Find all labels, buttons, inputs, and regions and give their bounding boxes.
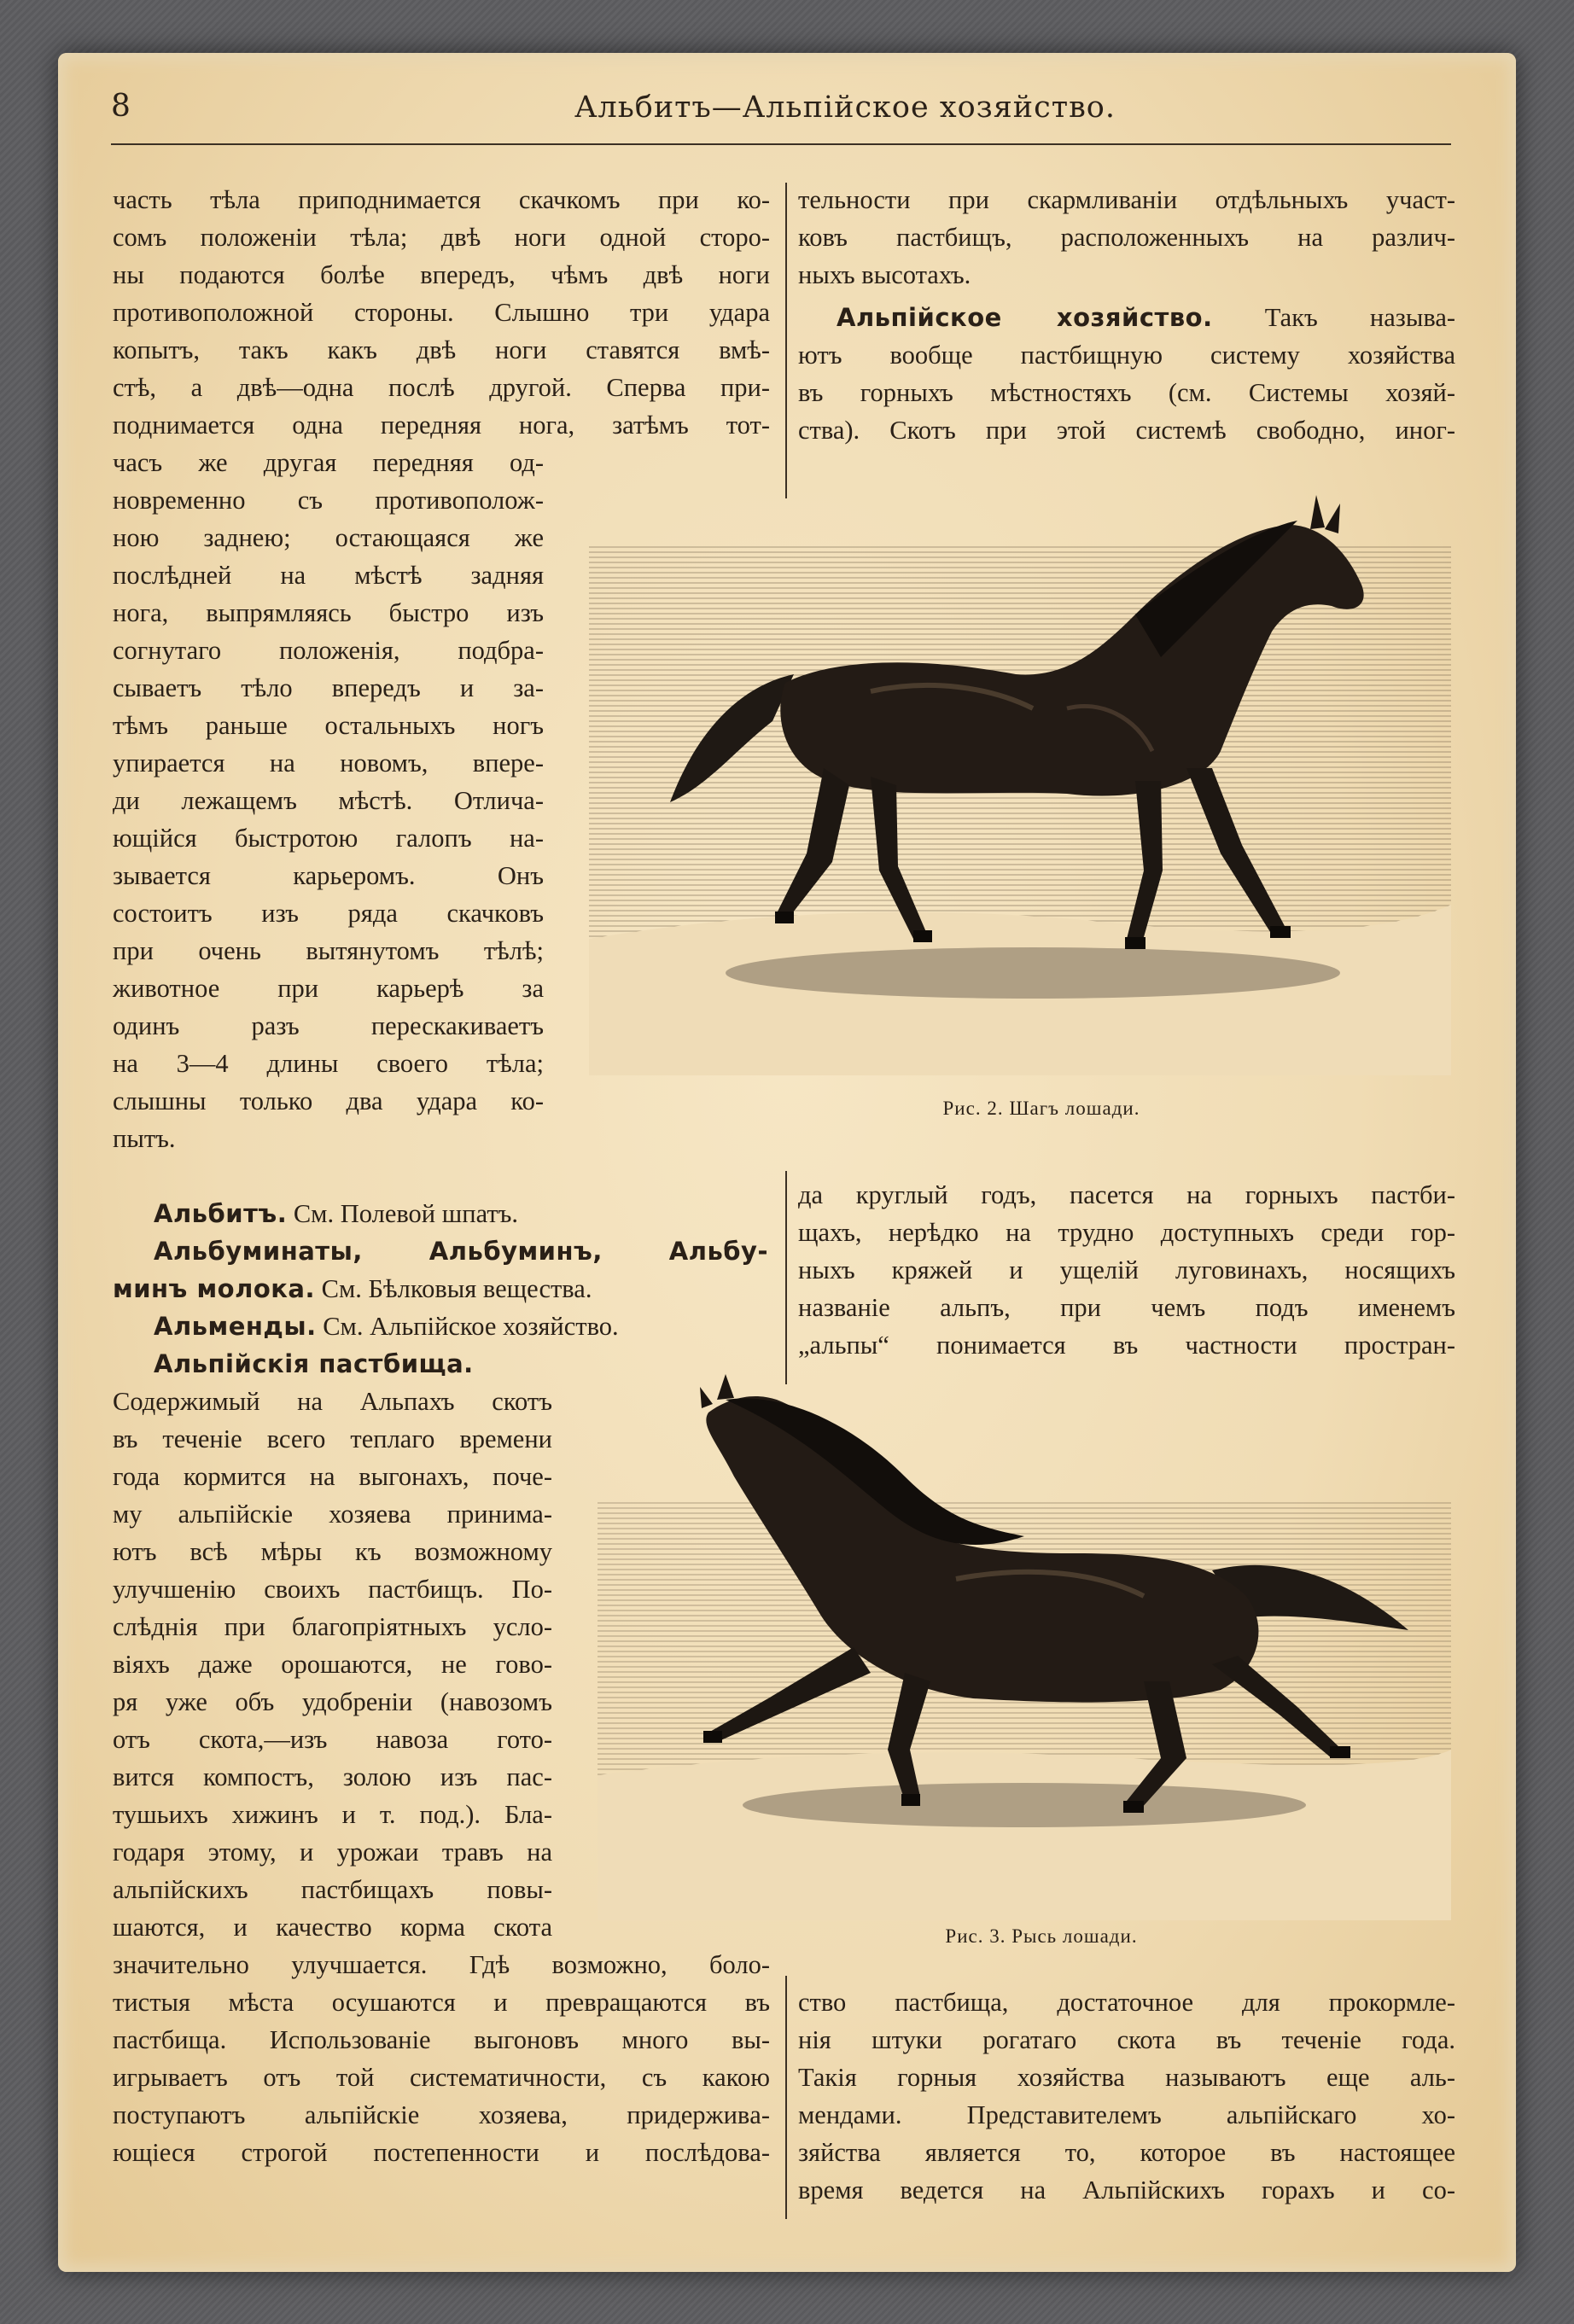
running-head: Альбитъ—Альпійское хозяйство. — [574, 90, 1116, 125]
text-line: ютъ вообще пастбищную систему хозяйства — [798, 341, 1455, 370]
entry-head: Альменды. — [154, 1312, 317, 1341]
text-line: ною заднею; остающаяся же — [113, 523, 544, 552]
text-line: упирается на новомъ, впере- — [113, 748, 544, 778]
text-line: при очень вытянутомъ тѣлѣ; — [113, 936, 544, 965]
text-line: поступаютъ альпійскіе хозяева, придерживa- — [113, 2100, 770, 2129]
entry-text: См. Полевой шпатъ. — [293, 1199, 519, 1228]
text-line: ютъ всѣ мѣры къ возможному — [113, 1537, 552, 1566]
text-line: противоположной стороны. Слышно три удара — [113, 298, 770, 327]
entry-text: Такъ называ- — [1264, 303, 1456, 332]
figure-horse-trot — [598, 1374, 1451, 1920]
text-line: новременно съ противополож- — [113, 486, 544, 515]
figure-2-caption: Рис. 2. Шагъ лошади. — [942, 1098, 1140, 1119]
text-line: ныхъ высотахъ. — [798, 260, 971, 289]
text-line: сомъ положеніи тѣла; двѣ ноги одной сторо- — [113, 223, 770, 252]
text-line: Такія горныя хозяйства называютъ еще аль- — [798, 2063, 1455, 2092]
entry-albuminaty-cont — [113, 1270, 770, 1308]
entry-alp-past — [154, 1345, 598, 1383]
text-line: улучшенію своихъ пастбищъ. По- — [113, 1575, 552, 1604]
text-line: слышны только два удара ко- — [113, 1086, 544, 1115]
text-line: слѣднія при благопріятныхъ усло- — [113, 1612, 552, 1641]
text-line: зяйства является то, которое въ настоящее — [798, 2138, 1455, 2167]
text-line: „альпы“ понимается въ частности простран- — [798, 1331, 1455, 1360]
column-rule-bottom — [785, 1976, 787, 2219]
text-line: му альпійскіе хозяева принима- — [113, 1500, 552, 1529]
text-line: зывается карьеромъ. Онъ — [113, 861, 544, 890]
text-line: годаря этому, и урожаи травъ на — [113, 1838, 552, 1867]
entry-head: минъ молока. — [113, 1274, 316, 1303]
text-line: животное при карьерѣ за — [113, 974, 544, 1003]
entry-head: Альбитъ. — [154, 1199, 288, 1228]
text-line: пытъ. — [113, 1124, 176, 1153]
entry-head: Альбуминаты, Альбуминъ, Альбу- — [154, 1237, 768, 1266]
text-line: поднимается одна передняя нога, затѣмъ тот- — [113, 411, 770, 440]
text-line: согнутаго положенія, подбра- — [113, 636, 544, 665]
text-line: ря уже объ удобреніи (навозомъ — [113, 1687, 552, 1716]
column-rule-mid — [785, 1171, 787, 1384]
figure-horse-walk — [589, 495, 1451, 1075]
text-line: на 3—4 длины своего тѣла; — [113, 1049, 544, 1078]
text-line: віяхъ даже орошаются, не гово- — [113, 1650, 552, 1679]
text-line: ства). Скотъ при этой системѣ свободно, иног- — [798, 416, 1455, 445]
text-line: состоитъ изъ ряда скачковъ — [113, 899, 544, 928]
text-line: сываетъ тѣло впередъ и за- — [113, 673, 544, 702]
text-line: одинъ разъ перескакиваетъ — [113, 1011, 544, 1040]
text-line: копытъ, такъ какъ двѣ ноги ставятся вмѣ- — [113, 335, 770, 364]
text-line: Содержимый на Альпахъ скотъ — [113, 1387, 552, 1416]
text-line: тушьихъ хижинъ и т. под.). Бла- — [113, 1800, 552, 1829]
header-rule — [111, 143, 1451, 145]
entry-head: Альпійское хозяйство. — [837, 303, 1213, 332]
entry-alp-hoz — [837, 299, 1455, 336]
text-line: время ведется на Альпійскихъ горахъ и со- — [798, 2175, 1455, 2205]
text-line: нія штуки рогатаго скота въ теченіе года. — [798, 2025, 1455, 2054]
text-line: отъ скота,—изъ навоза гото- — [113, 1725, 552, 1754]
text-line: тѣмъ раньше остальныхъ ногъ — [113, 711, 544, 740]
entry-head: Альпійскія пастбища. — [154, 1349, 474, 1378]
page-number: 8 — [111, 89, 131, 124]
text-line: да круглый годъ, пасется на горныхъ пастби- — [798, 1180, 1455, 1209]
text-line: ны подаются болѣе впередъ, чѣмъ двѣ ноги — [113, 260, 770, 289]
text-line: шаются, и качество корма скота — [113, 1913, 552, 1942]
text-line: тистыя мѣста осушаются и превращаются въ — [113, 1988, 770, 2017]
figure-3-caption: Рис. 3. Рысь лошади. — [945, 1925, 1138, 1947]
text-line: ныхъ кряжей и ущелій луговинахъ, носящихъ — [798, 1255, 1455, 1284]
text-line: ковъ пастбищъ, расположенныхъ на различ- — [798, 223, 1455, 252]
text-line: въ теченіе всего теплаго времени — [113, 1424, 552, 1453]
entry-text: См. Бѣлковыя вещества. — [321, 1274, 592, 1303]
text-line: часть тѣла приподнимается скачкомъ при ко- — [113, 185, 770, 214]
text-line: щахъ, нерѣдко на трудно доступныхъ среди гор- — [798, 1218, 1455, 1247]
text-line: послѣдней на мѣстѣ задняя — [113, 561, 544, 590]
text-line: часъ же другая передняя од- — [113, 448, 544, 477]
text-line: ди лежащемъ мѣстѣ. Отлича- — [113, 786, 544, 815]
text-line: стѣ, а двѣ—одна послѣ другой. Сперва при- — [113, 373, 770, 402]
entry-text: См. Альпійское хозяйство. — [323, 1312, 619, 1341]
text-line: пастбища. Использованіе выгоновъ много вы- — [113, 2025, 770, 2054]
text-line: значительно улучшается. Гдѣ возможно, боло- — [113, 1950, 770, 1979]
text-line: ство пастбища, достаточное для прокормле- — [798, 1988, 1455, 2017]
text-line: тельности при скармливаніи отдѣльныхъ участ- — [798, 185, 1455, 214]
column-rule-top — [785, 183, 787, 498]
text-line: вится компостъ, золою изъ пас- — [113, 1762, 552, 1791]
text-line: въ горныхъ мѣстностяхъ (см. Системы хозяй- — [798, 378, 1455, 407]
text-line: года кормится на выгонахъ, поче- — [113, 1462, 552, 1491]
text-line: игрываетъ отъ той систематичности, съ какою — [113, 2063, 770, 2092]
text-line: ющійся быстротою галопъ на- — [113, 824, 544, 853]
text-line: мендами. Представителемъ альпійскаго хо- — [798, 2100, 1455, 2129]
text-line: альпійскихъ пастбищахъ повы- — [113, 1875, 552, 1904]
text-line: ющіеся строгой постепенности и послѣдова- — [113, 2138, 770, 2167]
entry-almendy — [154, 1308, 768, 1345]
entry-albuminaty — [154, 1232, 768, 1270]
text-line: названіе альпъ, при чемъ подъ именемъ — [798, 1293, 1455, 1322]
entry-albit — [154, 1195, 751, 1232]
text-line: нога, выпрямляясь быстро изъ — [113, 598, 544, 627]
